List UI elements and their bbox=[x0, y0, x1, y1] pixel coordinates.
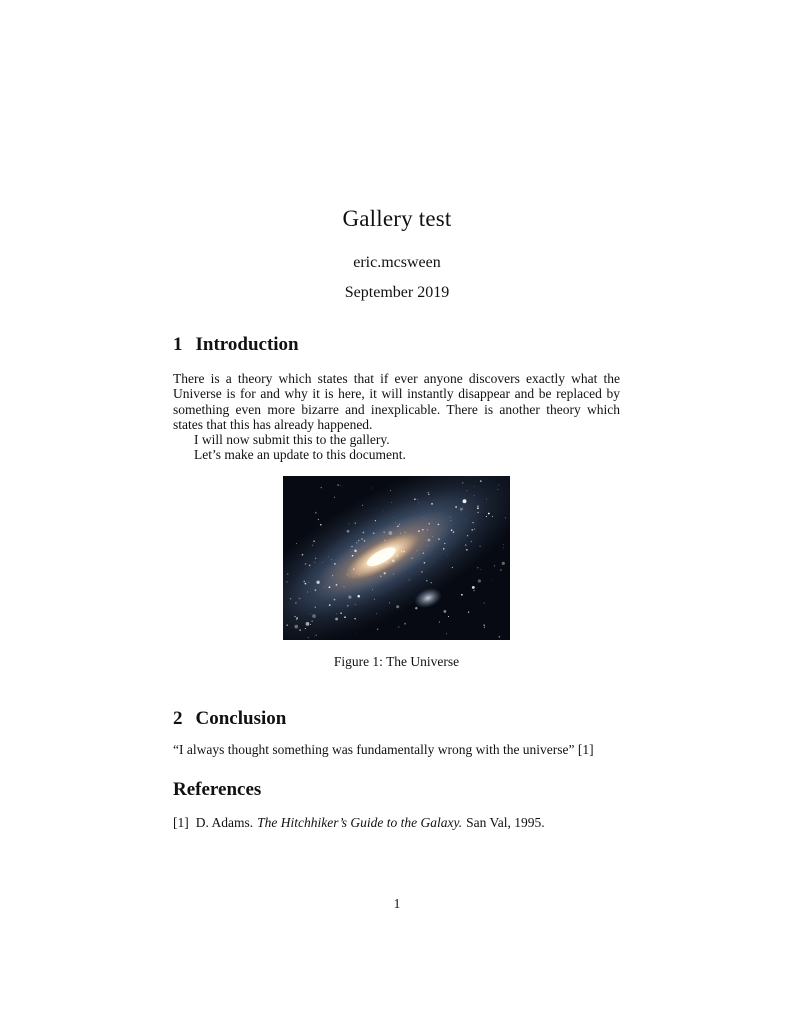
conclusion-quote: “I always thought something was fundamentally wrong with the universe” [1] bbox=[173, 742, 594, 757]
intro-paragraph-2: I will now submit this to the gallery. bbox=[194, 432, 390, 448]
introduction-body bbox=[173, 371, 620, 463]
figure-caption: Figure 1: The Universe bbox=[333, 654, 460, 669]
section-1-heading bbox=[173, 334, 633, 356]
document-author: eric.mcsween bbox=[353, 254, 441, 271]
references-heading: References bbox=[173, 779, 262, 800]
document-date: September 2019 bbox=[344, 284, 450, 301]
reference-title: The Hitchhiker’s Guide to the Galaxy. bbox=[257, 815, 463, 830]
intro-paragraph-1: There is a theory which states that if ever anyone discovers exactly what the Universe is for and why it is here, it will instantly disappear and be replaced by something even more bizarre and inexplicable. There is another theory which states that this has already happened. bbox=[173, 371, 620, 432]
reference-entry bbox=[173, 815, 633, 831]
section-1-title: Introduction bbox=[195, 334, 299, 355]
reference-text bbox=[196, 815, 549, 831]
reference-publisher: San Val, 1995. bbox=[466, 815, 545, 830]
section-2-number: 2 bbox=[173, 708, 183, 729]
universe-figure-image bbox=[283, 476, 510, 640]
section-2-heading bbox=[173, 708, 633, 730]
reference-label: [1] bbox=[173, 815, 189, 830]
page-number: 1 bbox=[393, 896, 401, 911]
intro-paragraph-3: Let’s make an update to this document. bbox=[194, 447, 406, 463]
document-title: Gallery test bbox=[342, 206, 452, 231]
section-2-title: Conclusion bbox=[195, 708, 287, 729]
reference-authors: D. Adams. bbox=[195, 815, 254, 830]
section-1-number: 1 bbox=[173, 334, 183, 355]
galaxy-illustration bbox=[283, 476, 510, 640]
